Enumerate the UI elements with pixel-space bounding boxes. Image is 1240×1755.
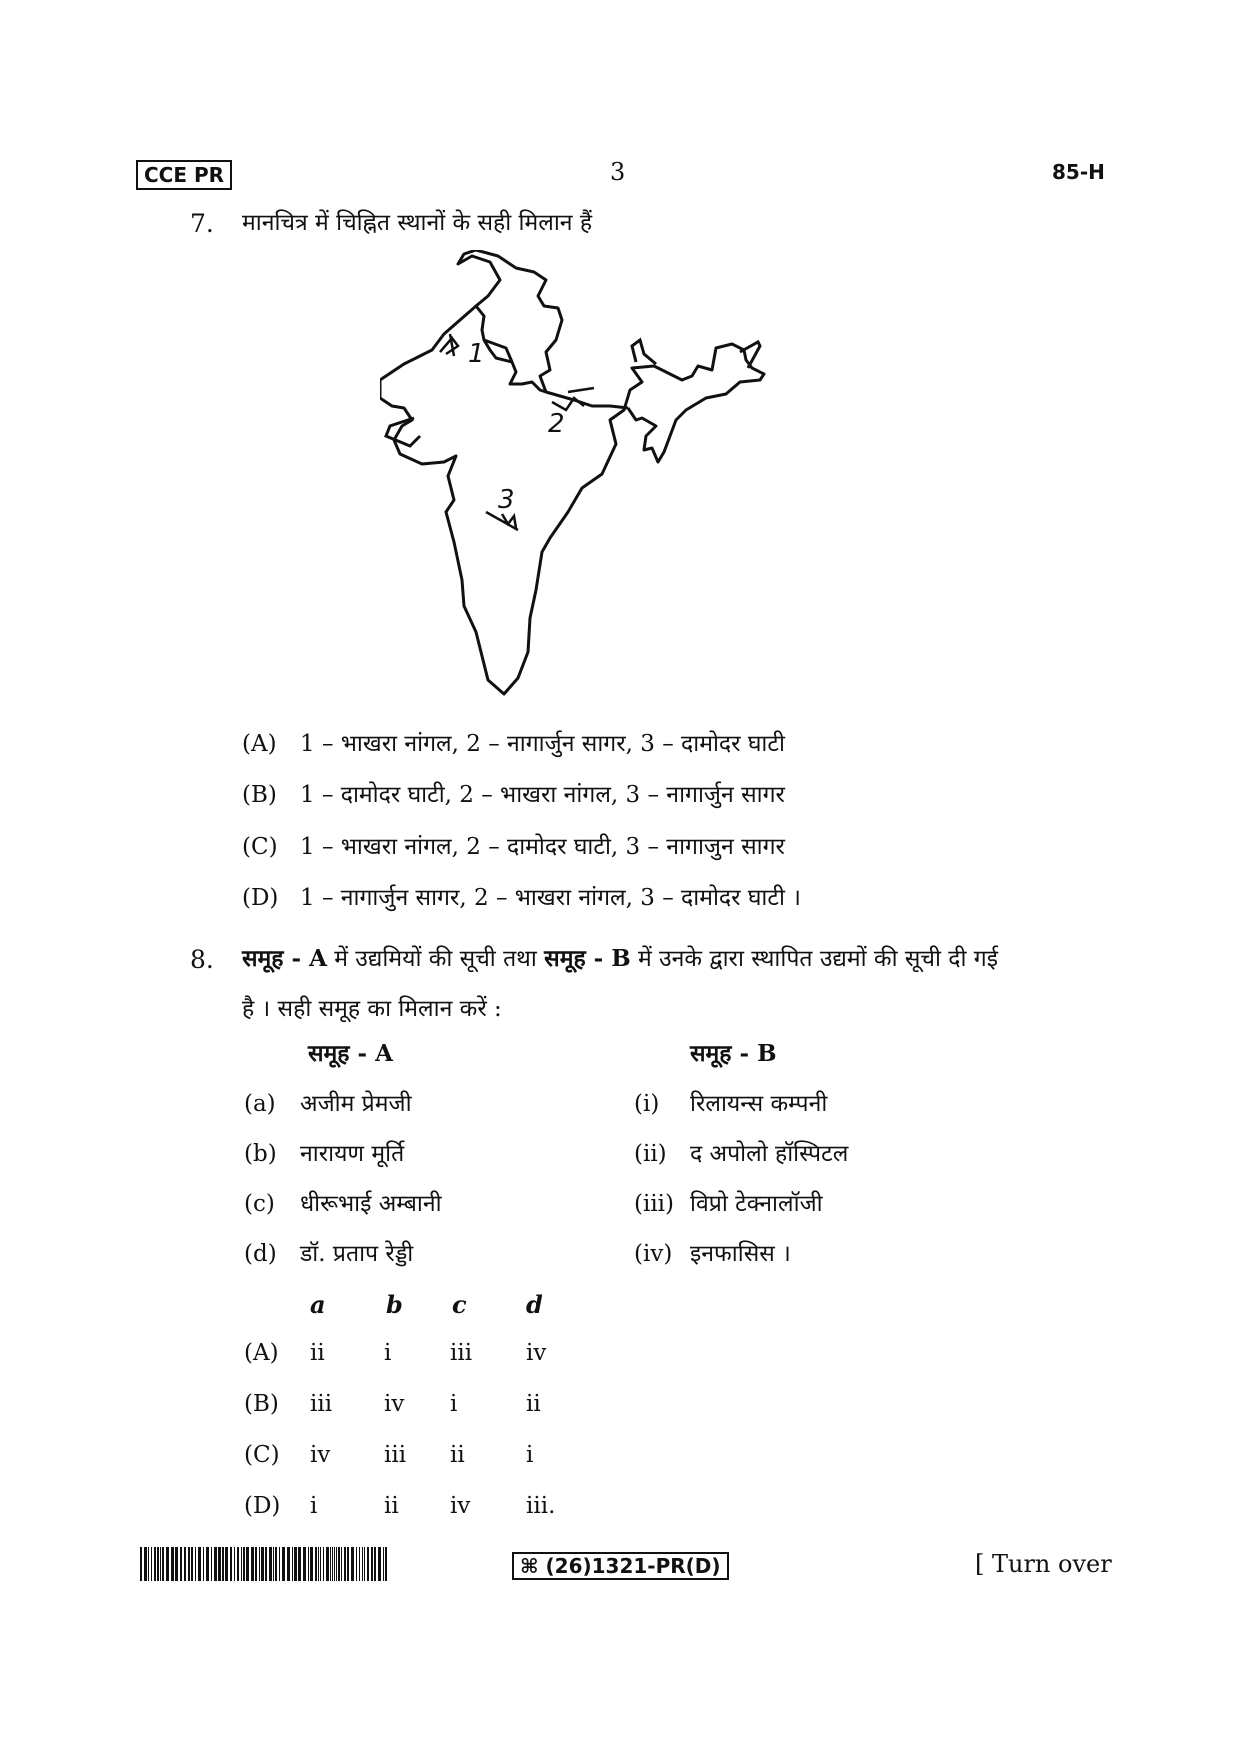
barcode-bar [191,1547,193,1581]
group-b-text: इनफासिस । [690,1241,791,1267]
group-b-text: विप्रो टेक्नालॉजी [690,1191,823,1217]
answer-col-c: c [452,1290,467,1319]
q7-option-text: 1 – दामोदर घाटी, 2 – भाखरा नांगल, 3 – नागार्जुन सागर [300,782,785,808]
map-kutch-outline [386,418,420,446]
group-b-text: द अपोलो हॉस्पिटल [690,1141,849,1167]
barcode-bar [175,1547,178,1581]
answer-cell: i [310,1493,318,1519]
group-a-text: अजीम प्रेमजी [300,1091,412,1117]
barcode-bar [341,1547,342,1581]
group-a-title: समूह - A [308,1040,393,1067]
paper-code: 85-H [1052,160,1105,184]
barcode-bar [211,1547,212,1581]
answer-cell: iv [310,1442,331,1468]
barcode-bar [318,1547,319,1581]
q7-option-a [242,726,785,758]
barcode-bar [275,1547,277,1581]
group-a-item [244,1236,413,1268]
q8-number: 8. [190,945,214,974]
barcode-bar [308,1547,309,1581]
group-b-label: (i) [634,1091,660,1117]
barcode-bar [310,1547,313,1581]
map-mainland-outline [380,306,764,694]
answer-cell: i [450,1391,458,1417]
map-label-3: 3 [498,485,515,515]
group-a-label: (d) [244,1241,277,1267]
group-b-item [634,1236,791,1268]
q7-option-label: (C) [242,834,278,860]
answer-cell: iii [310,1391,333,1417]
barcode-bar [330,1547,331,1581]
group-b-item [634,1136,848,1168]
barcode-bar [203,1547,204,1581]
answer-cell: ii [450,1442,465,1468]
barcode-bar [374,1547,376,1581]
q7-number: 7. [190,209,214,238]
map-label-2: 2 [548,409,565,439]
barcode-bar [347,1547,349,1581]
answer-cell: iv [526,1340,547,1366]
barcode-bar [279,1547,280,1581]
answer-cell: iii [384,1442,407,1468]
barcode-bar [265,1547,267,1581]
barcode-bar [344,1547,346,1581]
barcode-bar [292,1547,293,1581]
map-label-1: 1 [468,339,485,369]
barcode-bar [188,1547,190,1581]
group-a-item [244,1086,412,1118]
q8-text-line2: है । सही समूह का मिलान करें : [242,996,502,1022]
answer-cell: i [526,1442,534,1468]
group-b-label: (iii) [634,1191,675,1217]
group-a-label: (b) [244,1141,277,1167]
barcode-bar [180,1547,182,1581]
barcode-bar [230,1547,232,1581]
barcode-bar [303,1547,306,1581]
answer-row-label: (D) [244,1493,281,1519]
barcode-bar [225,1547,228,1581]
barcode-bar [148,1547,149,1581]
barcode-bar [362,1547,363,1581]
map-marker-2 [552,388,594,410]
group-b-label: (iv) [634,1241,673,1267]
barcode-bar [184,1547,186,1581]
answer-cell: ii [310,1340,325,1366]
barcode-bar [334,1547,335,1581]
answer-cell: iv [450,1493,471,1519]
group-b-item [634,1186,823,1218]
q7-text: मानचित्र में चिह्नित स्थानों के सही मिलान हैं [242,210,593,236]
barcode-bar [218,1547,221,1581]
barcode-bar [371,1547,373,1581]
q8-text-part: में उनके द्वारा स्थापित उद्यमों की सूची दी गई [630,946,999,972]
group-a-item [244,1136,404,1168]
map-northeast-tip [740,342,760,368]
barcode-bar [234,1547,235,1581]
answer-cell: iv [384,1391,405,1417]
barcode-bar [166,1547,169,1581]
group-a-text: धीरूभाई अम्बानी [300,1191,442,1217]
footer-code: ⌘ (26)1321-PR(D) [512,1552,729,1580]
barcode-bar [287,1547,290,1581]
barcode-bar [326,1547,329,1581]
q8-group-b-ref: समूह - B [544,945,631,972]
answer-col-b: b [386,1290,403,1319]
q8-group-a-ref: समूह - A [242,945,327,972]
barcode-bar [323,1547,324,1581]
barcode-bar [259,1547,260,1581]
barcode-bar [160,1547,161,1581]
india-map [380,250,850,710]
barcode-bar [294,1547,297,1581]
q8-text-line1 [242,933,1112,985]
map-sikkim-outline [632,340,656,364]
barcode-bar [298,1547,301,1581]
answer-cell: iii [450,1340,473,1366]
barcode-bar [195,1547,196,1581]
barcode-bar [206,1547,209,1581]
barcode-bar [273,1547,274,1581]
answer-row-label: (A) [244,1340,279,1366]
barcode-bar [246,1547,249,1581]
barcode-bar [214,1547,217,1581]
barcode-bar [364,1547,365,1581]
q7-option-c [242,829,785,861]
barcode-bar [251,1547,254,1581]
group-a-text: डॉ. प्रताप रेड्डी [300,1241,414,1267]
q7-option-label: (B) [242,782,277,808]
group-a-item [244,1186,442,1218]
barcode-bar [383,1547,384,1581]
page-number: 3 [610,158,626,186]
barcode-bar [241,1547,242,1581]
answer-cell: ii [384,1493,399,1519]
group-b-label: (ii) [634,1141,667,1167]
barcode-bar [338,1547,340,1581]
answer-cell: i [384,1340,392,1366]
barcode-bar [255,1547,257,1581]
barcode [140,1547,388,1581]
q8-text-part: में उद्यमियों की सूची तथा [326,946,545,972]
answer-cell: iii. [526,1493,556,1519]
barcode-bar [154,1547,156,1581]
barcode-bar [332,1547,333,1581]
group-a-label: (c) [244,1191,275,1217]
answer-row-label: (C) [244,1442,280,1468]
answer-col-d: d [526,1290,543,1319]
answer-col-a: a [310,1290,326,1319]
barcode-bar [367,1547,369,1581]
barcode-bar [320,1547,321,1581]
map-kashmir-outline [458,250,562,392]
group-a-text: नारायण मूर्ति [300,1141,405,1167]
barcode-bar [378,1547,381,1581]
q7-option-label: (A) [242,731,277,757]
barcode-bar [336,1547,337,1581]
barcode-bar [222,1547,224,1581]
barcode-bar [315,1547,317,1581]
barcode-bar [171,1547,174,1581]
header-box-label: CCE PR [136,160,232,190]
barcode-bar [282,1547,285,1581]
barcode-bar [385,1547,387,1581]
barcode-bar [243,1547,245,1581]
barcode-bar [356,1547,357,1581]
q7-option-text: 1 – भाखरा नांगल, 2 – नागार्जुन सागर, 3 – दामोदर घाटी [300,731,785,757]
q7-option-text: 1 – नागार्जुन सागर, 2 – भाखरा नांगल, 3 – दामोदर घाटी । [300,885,801,911]
group-b-text: रिलायन्स कम्पनी [690,1091,828,1117]
barcode-bar [151,1547,152,1581]
q7-option-d [242,880,801,912]
q7-option-text: 1 – भाखरा नांगल, 2 – दामोदर घाटी, 3 – नागाजुन सागर [300,834,785,860]
group-a-label: (a) [244,1091,276,1117]
turn-over-label: [ Turn over [975,1550,1112,1578]
q7-option-label: (D) [242,885,279,911]
map-northern-border [484,340,628,408]
barcode-bar [359,1547,360,1581]
barcode-bar [269,1547,272,1581]
answer-cell: ii [526,1391,541,1417]
q7-option-b [242,777,785,809]
answer-row-label: (B) [244,1391,279,1417]
barcode-bar [261,1547,264,1581]
barcode-bar [157,1547,159,1581]
barcode-bar [144,1547,147,1581]
barcode-bar [162,1547,164,1581]
barcode-bar [237,1547,239,1581]
barcode-bar [140,1547,142,1581]
barcode-bar [351,1547,354,1581]
group-b-item [634,1086,827,1118]
barcode-bar [198,1547,201,1581]
group-b-title: समूह - B [690,1040,777,1067]
